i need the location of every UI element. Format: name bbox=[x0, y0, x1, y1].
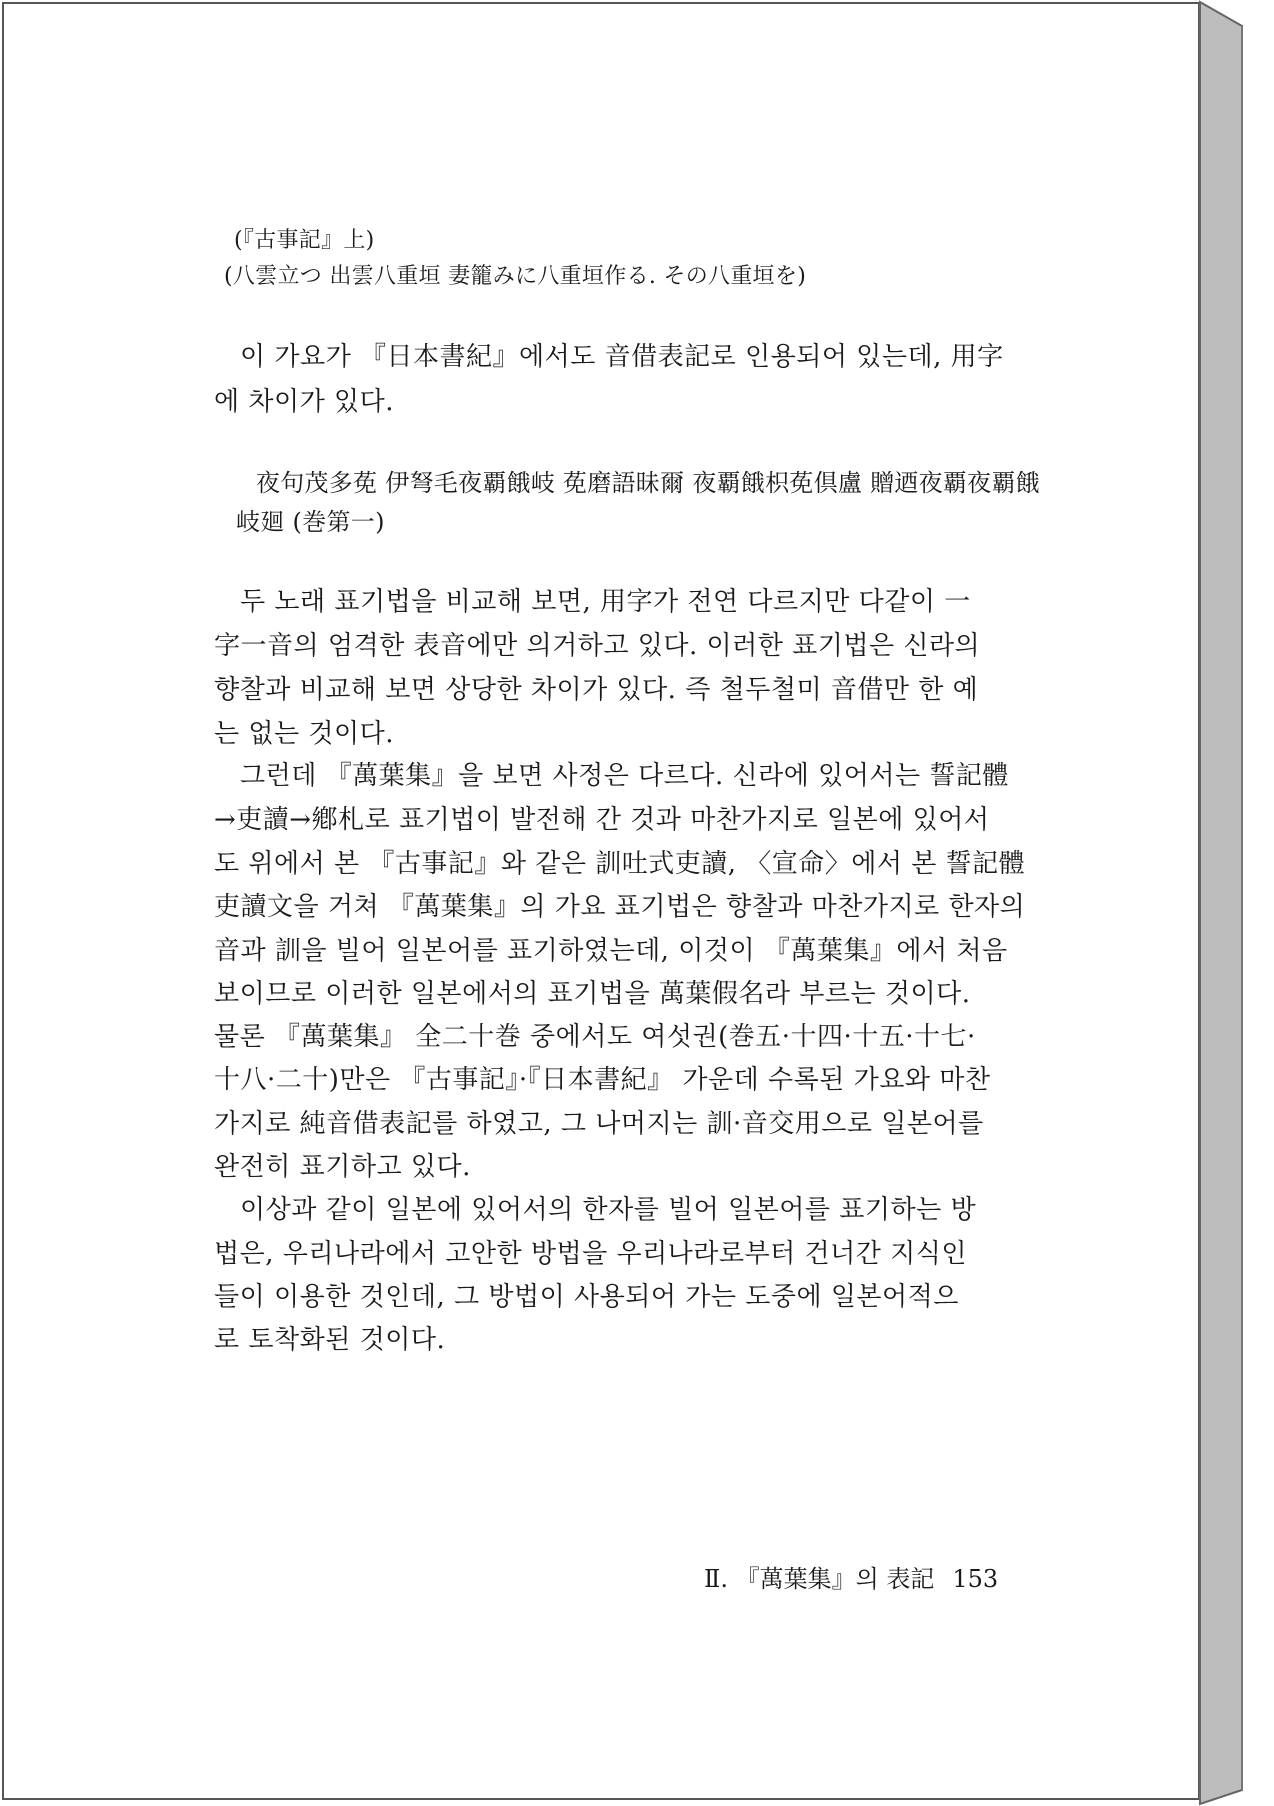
page-number: 153 bbox=[952, 1565, 999, 1593]
paragraph-3-line-2: →吏讀→鄕札로 표기법이 발전해 간 것과 마찬가지로 일본에 있어서 bbox=[214, 805, 990, 835]
paragraph-3-line-7: 물론 『萬葉集』 全二十巻 중에서도 여섯권(巻五·十四·十五·十七· bbox=[214, 1022, 976, 1052]
verse-line-2: 岐廻 (巻第一) bbox=[236, 508, 385, 536]
quote-source: (『古事記』上) bbox=[234, 228, 375, 253]
paragraph-2-line-2: 字一音의 엄격한 表音에만 의거하고 있다. 이러한 표기법은 신라의 bbox=[214, 631, 981, 661]
verse-line-1: 夜句茂多莬 伊弩毛夜覇餓岐 莬磨語昧爾 夜覇餓枳莬倶盧 贈迺夜覇夜覇餓 bbox=[256, 469, 1040, 497]
paragraph-3-line-1: 그런데 『萬葉集』을 보면 사정은 다르다. 신라에 있어서는 誓記體 bbox=[240, 761, 1009, 791]
paragraph-4-line-4: 로 토착화된 것이다. bbox=[214, 1325, 446, 1355]
paragraph-3-line-6: 보이므로 이러한 일본에서의 표기법을 萬葉假名라 부르는 것이다. bbox=[214, 979, 971, 1009]
paragraph-1-line-1: 이 가요가 『日本書紀』에서도 音借表記로 인용되어 있는데, 用字 bbox=[240, 342, 1004, 372]
paragraph-2-line-3: 향찰과 비교해 보면 상당한 차이가 있다. 즉 철두철미 音借만 한 예 bbox=[214, 675, 979, 705]
paragraph-4-line-3: 들이 이용한 것인데, 그 방법이 사용되어 가는 도중에 일본어적으 bbox=[214, 1282, 959, 1312]
paragraph-4-line-2: 법은, 우리나라에서 고안한 방법을 우리나라로부터 건너간 지식인 bbox=[214, 1239, 967, 1269]
paragraph-1-line-2: 에 차이가 있다. bbox=[214, 387, 394, 417]
paragraph-2-line-1: 두 노래 표기법을 비교해 보면, 用字가 전연 다르지만 다같이 一 bbox=[240, 587, 971, 617]
paragraph-3-line-8: 十八·二十)만은 『古事記』·『日本書紀』 가운데 수록된 가요와 마찬 bbox=[214, 1065, 991, 1095]
paragraph-3-line-4: 吏讀文을 거쳐 『萬葉集』의 가요 표기법은 향찰과 마찬가지로 한자의 bbox=[214, 892, 1026, 922]
running-footer bbox=[704, 1562, 998, 1596]
paragraph-3-line-10: 완전히 표기하고 있다. bbox=[214, 1152, 471, 1182]
paragraph-3-line-3: 도 위에서 본 『古事記』와 같은 訓吐式吏讀, 〈宣命〉에서 본 誓記體 bbox=[214, 849, 1026, 879]
section-title: Ⅱ. 『萬葉集』의 表記 bbox=[704, 1565, 935, 1593]
paragraph-3-line-5: 音과 訓을 빌어 일본어를 표기하였는데, 이것이 『萬葉集』에서 처음 bbox=[214, 936, 1008, 966]
paragraph-3-line-9: 가지로 純音借表記를 하였고, 그 나머지는 訓·音交用으로 일본어를 bbox=[214, 1109, 984, 1139]
paragraph-4-line-1: 이상과 같이 일본에 있어서의 한자를 빌어 일본어를 표기하는 방 bbox=[240, 1195, 977, 1225]
quote-reading: (八雲立つ 出雲八重垣 妻籠みに八重垣作る. その八重垣を) bbox=[224, 264, 807, 289]
paragraph-2-line-4: 는 없는 것이다. bbox=[214, 719, 394, 749]
